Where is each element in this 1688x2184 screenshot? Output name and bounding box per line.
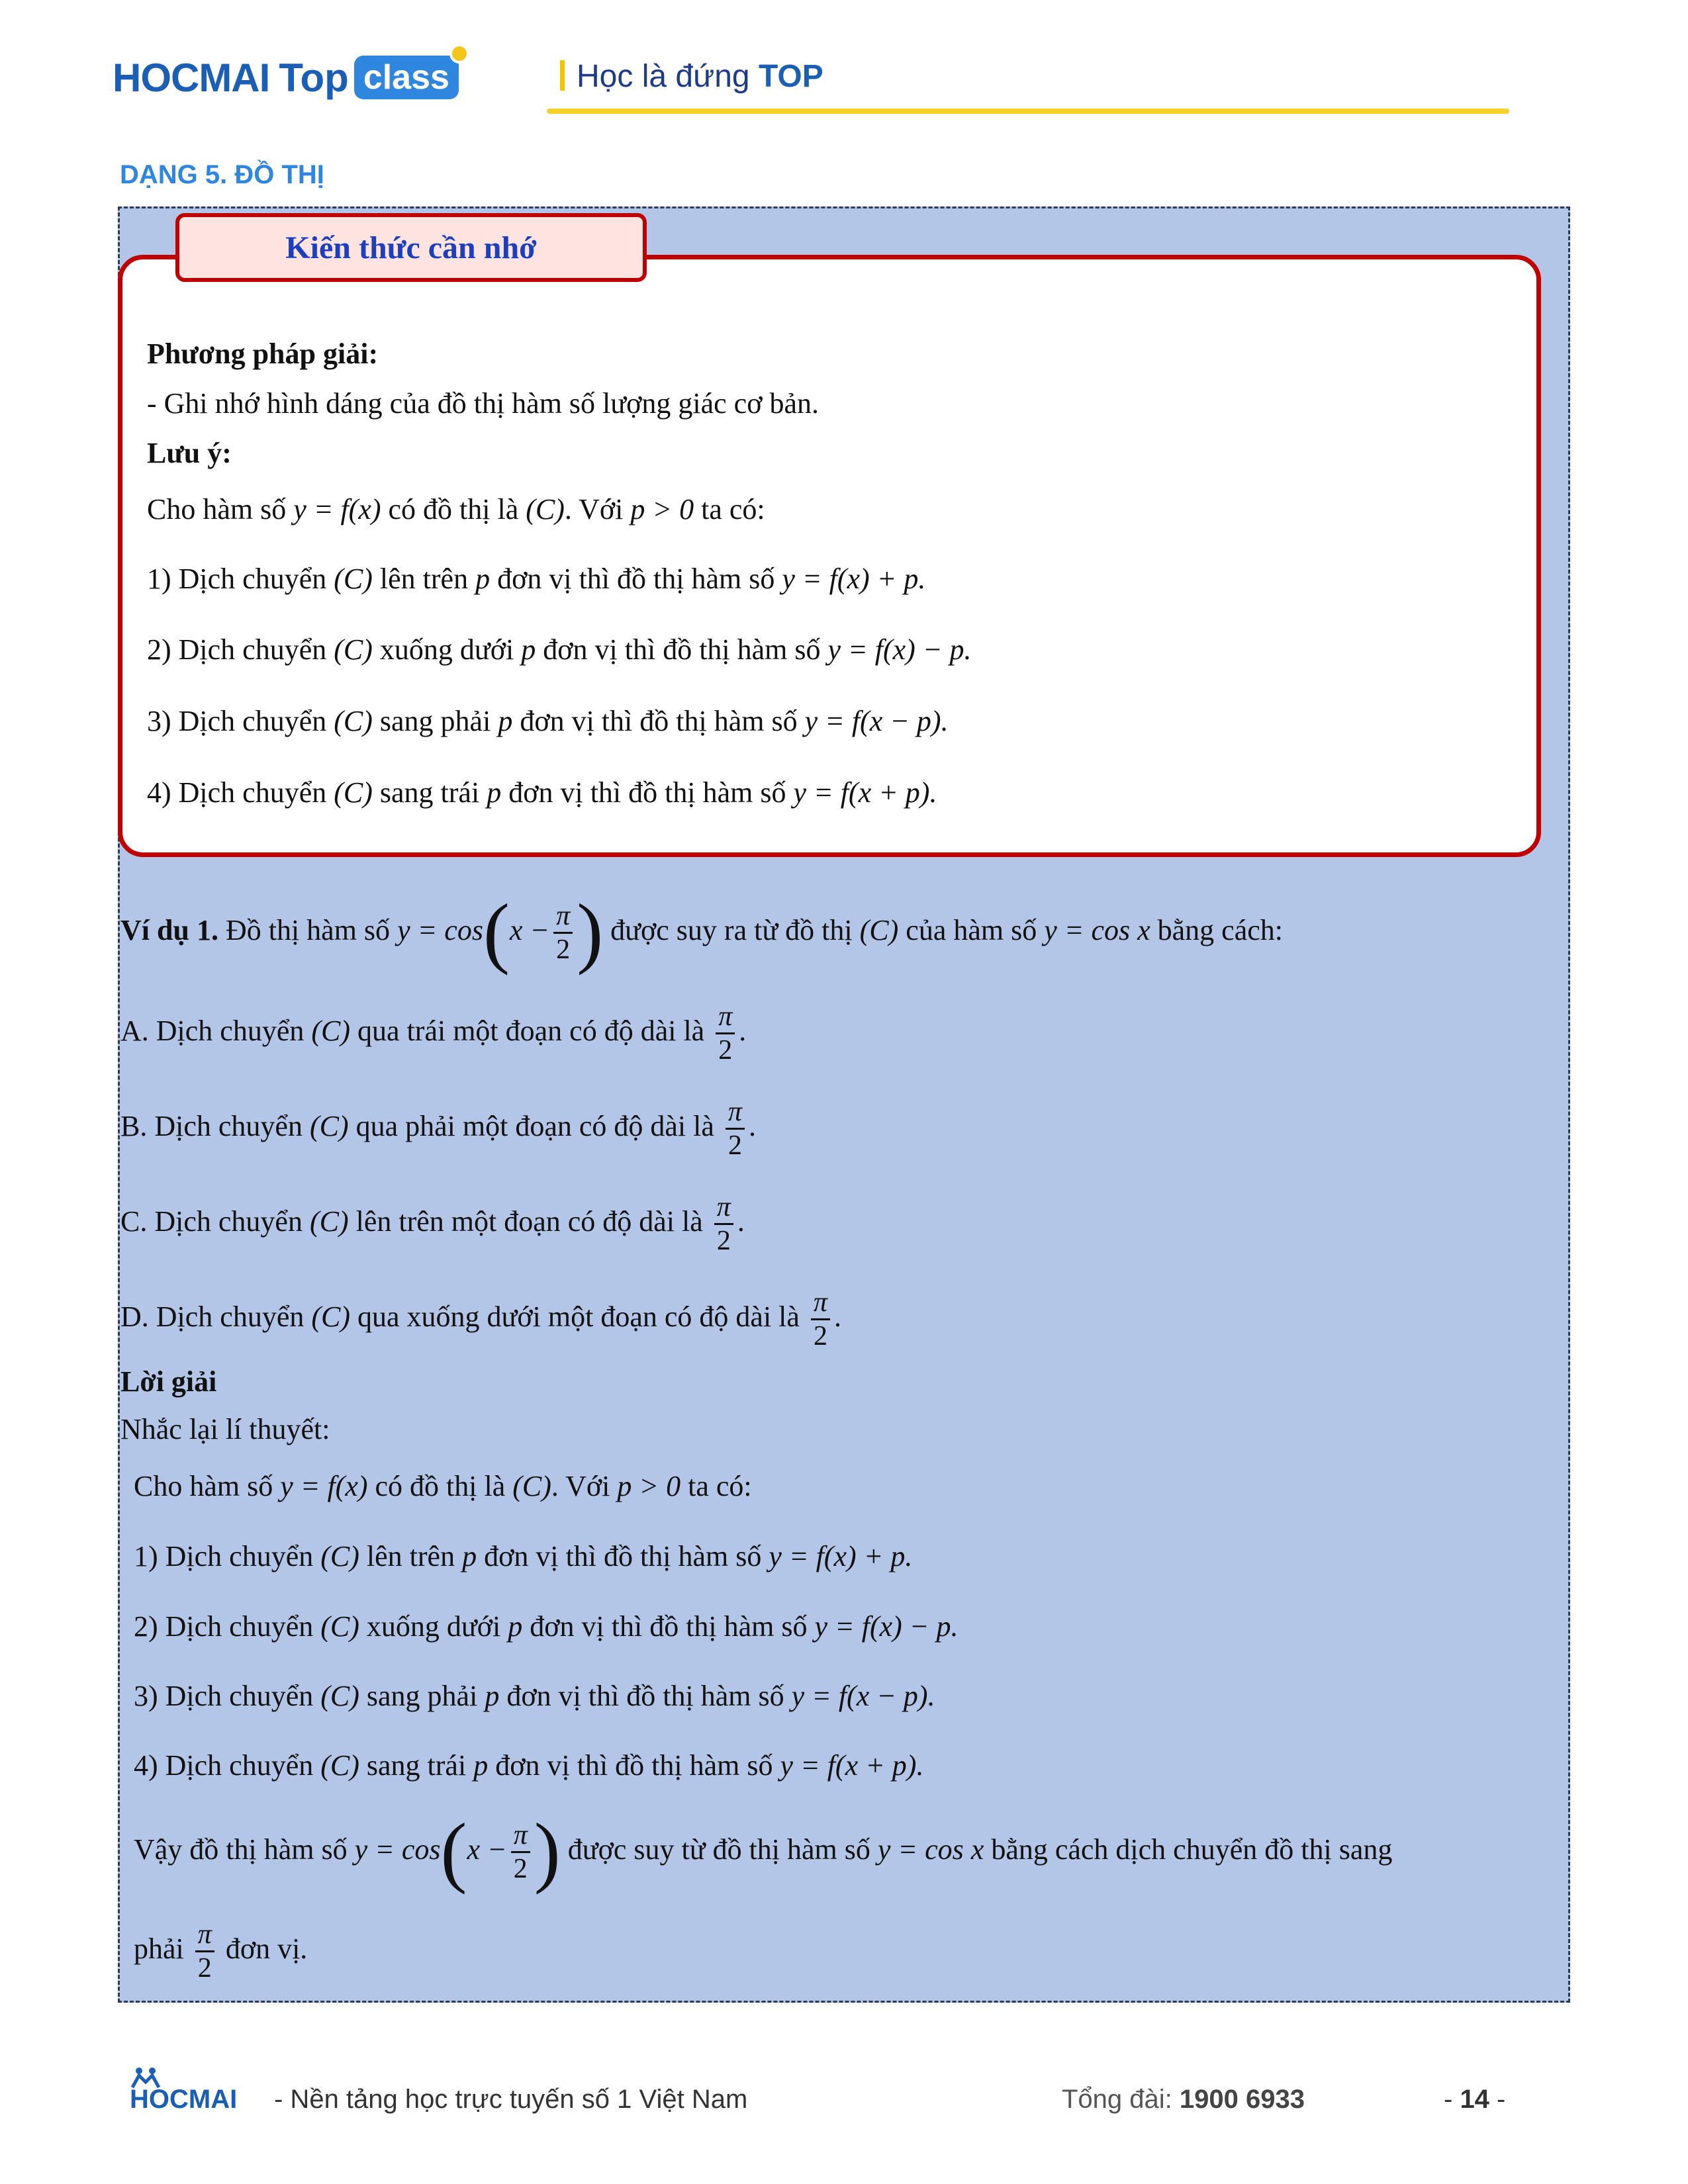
sol-rule-4 <box>134 1746 923 1786</box>
frac-den: 2 <box>813 1321 827 1352</box>
rule-fx: y = f(x − p). <box>791 1680 935 1712</box>
option-text-b: qua phải một đoạn có độ dài là <box>355 1110 714 1142</box>
note-heading: Lưu ý: <box>147 437 232 469</box>
rule-prefix: 4) Dịch chuyển <box>134 1749 314 1782</box>
rule-unit: đơn vị thì đồ thị hàm số <box>497 563 775 595</box>
rule-prefix: 1) Dịch chuyển <box>134 1540 314 1572</box>
conclusion-xminus: x − <box>467 1833 507 1866</box>
sol-intro-c: . Với <box>551 1470 610 1502</box>
option-letter: C <box>120 1205 140 1238</box>
footer-hotline <box>1062 2085 1305 2115</box>
option-dot: . <box>739 1015 747 1047</box>
frac-den: 2 <box>556 934 571 966</box>
frac-den: 2 <box>197 1953 212 1984</box>
sol-intro-pgt0: p > 0 <box>617 1470 681 1502</box>
example-xminus: x − <box>509 914 550 946</box>
rule-p: p <box>498 705 513 737</box>
rule-fx: y = f(x − p). <box>804 705 949 737</box>
sol-conclusion-line1 <box>134 1807 1393 1895</box>
paren-right: ) <box>534 1807 561 1895</box>
option-C: (C) <box>311 1015 351 1047</box>
conclusion-e: đơn vị. <box>225 1933 308 1965</box>
frac-num: π <box>553 900 573 934</box>
kb-intro-a: Cho hàm số <box>147 493 287 525</box>
kb-intro-fx: y = f(x) <box>293 493 381 525</box>
option-C: (C) <box>309 1110 349 1142</box>
sol-intro-b: có đồ thị là <box>375 1470 506 1502</box>
rule-p: p <box>462 1540 477 1572</box>
pi-over-2 <box>553 900 573 966</box>
tagline-divider <box>560 60 565 91</box>
option-d[interactable] <box>120 1284 841 1352</box>
frac-den: 2 <box>716 1226 731 1257</box>
rule-dir: sang phải <box>366 1680 478 1712</box>
kb-intro-C: (C) <box>526 493 565 525</box>
sol-rule-1 <box>134 1537 912 1576</box>
example-stem-a: Đồ thị hàm số <box>225 914 391 946</box>
rule-unit: đơn vị thì đồ thị hàm số <box>495 1749 773 1782</box>
rule-p: p <box>508 1610 523 1643</box>
conclusion-ycosx: y = cos x <box>877 1833 984 1866</box>
rule-prefix: 3) Dịch chuyển <box>134 1680 314 1712</box>
pi-over-2 <box>716 1001 735 1066</box>
rule-dir: sang trái <box>379 776 480 809</box>
option-dot: . <box>737 1205 745 1238</box>
rule-fx: y = f(x) − p. <box>814 1610 959 1643</box>
conclusion-ycos: y = cos <box>354 1833 441 1866</box>
frac-num: π <box>511 1819 530 1853</box>
kb-intro-d: ta có: <box>701 493 765 525</box>
option-text-a: . Dịch chuyển <box>140 1205 303 1238</box>
frac-num: π <box>811 1287 830 1320</box>
header-rule <box>547 109 1509 114</box>
rule-C: (C) <box>320 1680 359 1712</box>
option-dot: . <box>748 1110 756 1142</box>
rule-unit: đơn vị thì đồ thị hàm số <box>506 1680 784 1712</box>
section-title: DẠNG 5. ĐỒ THỊ <box>120 160 324 189</box>
kb-intro-b: có đồ thị là <box>388 493 519 525</box>
header-tagline <box>560 58 823 95</box>
page-number-value: 14 <box>1460 2085 1489 2114</box>
star-icon <box>449 44 469 64</box>
sol-intro-line <box>134 1467 752 1506</box>
rule-dir: xuống dưới <box>379 633 514 666</box>
rule-prefix: 4) Dịch chuyển <box>147 776 327 809</box>
solution-heading: Lời giải <box>120 1365 217 1398</box>
method-line: - Ghi nhớ hình dáng của đồ thị hàm số lượng giác cơ bản. <box>147 387 820 420</box>
kb-intro-pgt0: p > 0 <box>630 493 694 525</box>
page-footer <box>130 2085 1513 2124</box>
rule-p: p <box>473 1749 489 1782</box>
rule-dir: sang phải <box>379 705 491 737</box>
footer-brand: HOCMAI <box>130 2085 238 2114</box>
option-C: (C) <box>309 1205 349 1238</box>
rule-C: (C) <box>334 563 373 595</box>
rule-unit: đơn vị thì đồ thị hàm số <box>484 1540 762 1572</box>
knowledge-tab-label: Kiến thức cần nhớ <box>285 230 537 265</box>
example-stem-c: của hàm số <box>906 914 1037 946</box>
kb-rule-4 <box>147 773 937 813</box>
frac-den: 2 <box>727 1130 742 1161</box>
conclusion-c: bằng cách dịch chuyển đồ thị sang <box>991 1833 1393 1866</box>
paren-left: ( <box>483 887 510 976</box>
solution-recall: Nhắc lại lí thuyết: <box>120 1413 330 1445</box>
tagline-top: TOP <box>758 59 823 94</box>
frac-den: 2 <box>718 1035 733 1066</box>
conclusion-a: Vậy đồ thị hàm số <box>134 1833 348 1866</box>
rule-dir: sang trái <box>366 1749 467 1782</box>
hotline-number: 1900 6933 <box>1179 2085 1305 2114</box>
rule-C: (C) <box>320 1610 359 1643</box>
pi-over-2 <box>714 1191 733 1257</box>
kb-intro-c: . Với <box>564 493 624 525</box>
option-letter: D <box>120 1300 142 1333</box>
logo-top-text: Top <box>279 55 349 100</box>
option-text-a: . Dịch chuyển <box>141 1015 305 1047</box>
sol-rule-2 <box>134 1607 959 1647</box>
sol-intro-fx: y = f(x) <box>280 1470 368 1502</box>
hocmai-topclass-logo <box>113 41 459 114</box>
kb-rule-2 <box>147 630 972 670</box>
sol-conclusion-line2 <box>134 1916 307 1984</box>
rule-C: (C) <box>334 776 373 809</box>
rule-C: (C) <box>334 633 373 666</box>
option-c[interactable] <box>120 1189 745 1257</box>
logo-class-badge <box>354 56 459 99</box>
frac-den: 2 <box>513 1854 528 1885</box>
footer-tagline: - Nền tảng học trực tuyến số 1 Việt Nam <box>274 2085 748 2114</box>
paren-left: ( <box>440 1807 467 1895</box>
sol-intro-d: ta có: <box>688 1470 752 1502</box>
sol-intro-a: Cho hàm số <box>134 1470 273 1502</box>
option-text-a: . Dịch chuyển <box>141 1300 305 1333</box>
frac-num: π <box>714 1191 733 1225</box>
example-C: (C) <box>859 914 899 946</box>
option-letter: A <box>120 1015 142 1047</box>
rule-dir: lên trên <box>366 1540 455 1572</box>
option-letter: B <box>120 1110 140 1142</box>
option-text-b: lên trên một đoạn có độ dài là <box>355 1205 703 1238</box>
paren-right: ) <box>577 887 604 976</box>
page-number: - 14 - <box>1444 2085 1506 2114</box>
rule-fx: y = f(x) − p. <box>827 633 972 666</box>
tagline-text: Học là đứng <box>577 59 750 94</box>
logo-hocmai-text: HOCMAI <box>113 55 270 100</box>
rule-fx: y = f(x) + p. <box>769 1540 913 1572</box>
rule-C: (C) <box>320 1540 359 1572</box>
kb-rule-3 <box>147 702 949 741</box>
option-C: (C) <box>311 1300 351 1333</box>
rule-C: (C) <box>320 1749 359 1782</box>
rule-prefix: 2) Dịch chuyển <box>147 633 327 666</box>
option-text-b: qua xuống dưới một đoạn có độ dài là <box>357 1300 800 1333</box>
rule-fx: y = f(x) + p. <box>782 563 926 595</box>
conclusion-d: phải <box>134 1933 184 1965</box>
rule-dir: xuống dưới <box>366 1610 501 1643</box>
rule-prefix: 1) Dịch chuyển <box>147 563 327 595</box>
rule-p: p <box>521 633 536 666</box>
frac-num: π <box>726 1096 745 1130</box>
rule-fx: y = f(x + p). <box>793 776 937 809</box>
rule-unit: đơn vị thì đồ thị hàm số <box>508 776 786 809</box>
example-stem-b: được suy ra từ đồ thị <box>610 914 853 946</box>
example-stem <box>120 887 1283 976</box>
pi-over-2 <box>511 1819 530 1885</box>
conclusion-b: được suy từ đồ thị hàm số <box>567 1833 870 1866</box>
rule-dir: lên trên <box>379 563 469 595</box>
method-heading: Phương pháp giải: <box>147 338 379 370</box>
option-text-a: . Dịch chuyển <box>140 1110 303 1142</box>
pi-over-2 <box>811 1287 830 1352</box>
example-stem-d: bằng cách: <box>1157 914 1283 946</box>
knowledge-tab <box>175 213 647 282</box>
option-b[interactable] <box>120 1093 756 1161</box>
sol-intro-C: (C) <box>512 1470 551 1502</box>
logo-class-text: class <box>363 58 449 97</box>
rule-p: p <box>485 1680 500 1712</box>
option-a[interactable] <box>120 998 746 1066</box>
option-text-b: qua trái một đoạn có độ dài là <box>357 1015 705 1047</box>
rule-unit: đơn vị thì đồ thị hàm số <box>530 1610 808 1643</box>
sol-rule-3 <box>134 1676 935 1716</box>
rule-prefix: 3) Dịch chuyển <box>147 705 327 737</box>
rule-prefix: 2) Dịch chuyển <box>134 1610 314 1643</box>
hotline-label: Tổng đài: <box>1062 2085 1172 2114</box>
rule-unit: đơn vị thì đồ thị hàm số <box>520 705 798 737</box>
example-ycos: y = cos <box>397 914 483 946</box>
pi-over-2 <box>726 1096 745 1161</box>
frac-num: π <box>716 1001 735 1034</box>
rule-p: p <box>487 776 502 809</box>
pi-over-2 <box>195 1919 214 1984</box>
frac-num: π <box>195 1919 214 1952</box>
kb-rule-1 <box>147 559 925 599</box>
rule-C: (C) <box>334 705 373 737</box>
rule-unit: đơn vị thì đồ thị hàm số <box>543 633 821 666</box>
rule-fx: y = f(x + p). <box>780 1749 924 1782</box>
kb-intro-line <box>147 490 765 529</box>
example-label: Ví dụ 1. <box>120 914 218 946</box>
rule-p: p <box>475 563 491 595</box>
example-ycosx: y = cos x <box>1044 914 1150 946</box>
option-dot: . <box>833 1300 841 1333</box>
